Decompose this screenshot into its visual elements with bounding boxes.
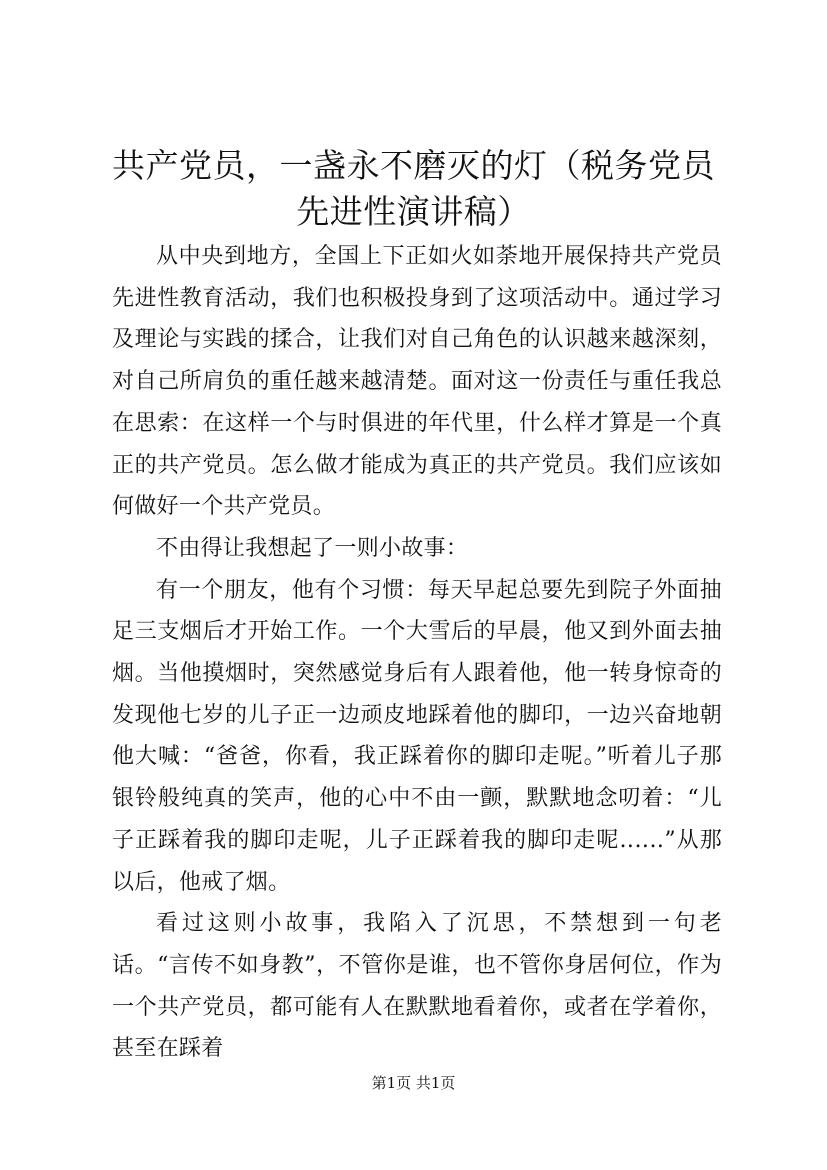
page-footer: 第1页 共1页 — [371, 1074, 456, 1092]
document-title: 共产党员，一盏永不磨灭的灯（税务党员先进性演讲稿） — [112, 146, 715, 231]
paragraph-story: 有一个朋友，他有个习惯：每天早起总要先到院子外面抽足三支烟后才开始工作。一个大雪后的早晨，他又到外面去抽烟。当他摸烟时，突然感觉身后有人跟着他，他一转身惊奇的发现他七岁的儿子正一边顽皮地踩着他的脚印，一边兴奋地朝他大喊：“爸爸，你看，我正踩着你的脚印走呢。”听着儿子那银铃般纯真的笑声，他的心中不由一颤，默默地念叨着：“儿子正踩着我的脚印走呢，儿子正踩着我的脚印走呢‥‥‥”从那以后，他戒了烟。 — [112, 577, 722, 895]
document-body — [112, 236, 722, 1070]
paragraph-story-lead: 不由得让我想起了一则小故事： — [156, 535, 469, 561]
paragraph-reflection: 看过这则小故事，我陷入了沉思，不禁想到一句老话。“言传不如身教”，不管你是谁，也不管你身居何位，作为一个共产党员，都可能有人在默默地看着你，或者在学着你，甚至在踩着 — [112, 911, 722, 1062]
paragraph-intro: 从中央到地方，全国上下正如火如荼地开展保持共产党员先进性教育活动，我们也积极投身到了这项活动中。通过学习及理论与实践的揉合，让我们对自己角色的认识越来越深刻，对自己所肩负的重任越来越清楚。面对这一份责任与重任我总在思索：在这样一个与时俱进的年代里，什么样才算是一个真正的共产党员。怎么做才能成为真正的共产党员。我们应该如何做好一个共产党员。 — [112, 244, 722, 520]
